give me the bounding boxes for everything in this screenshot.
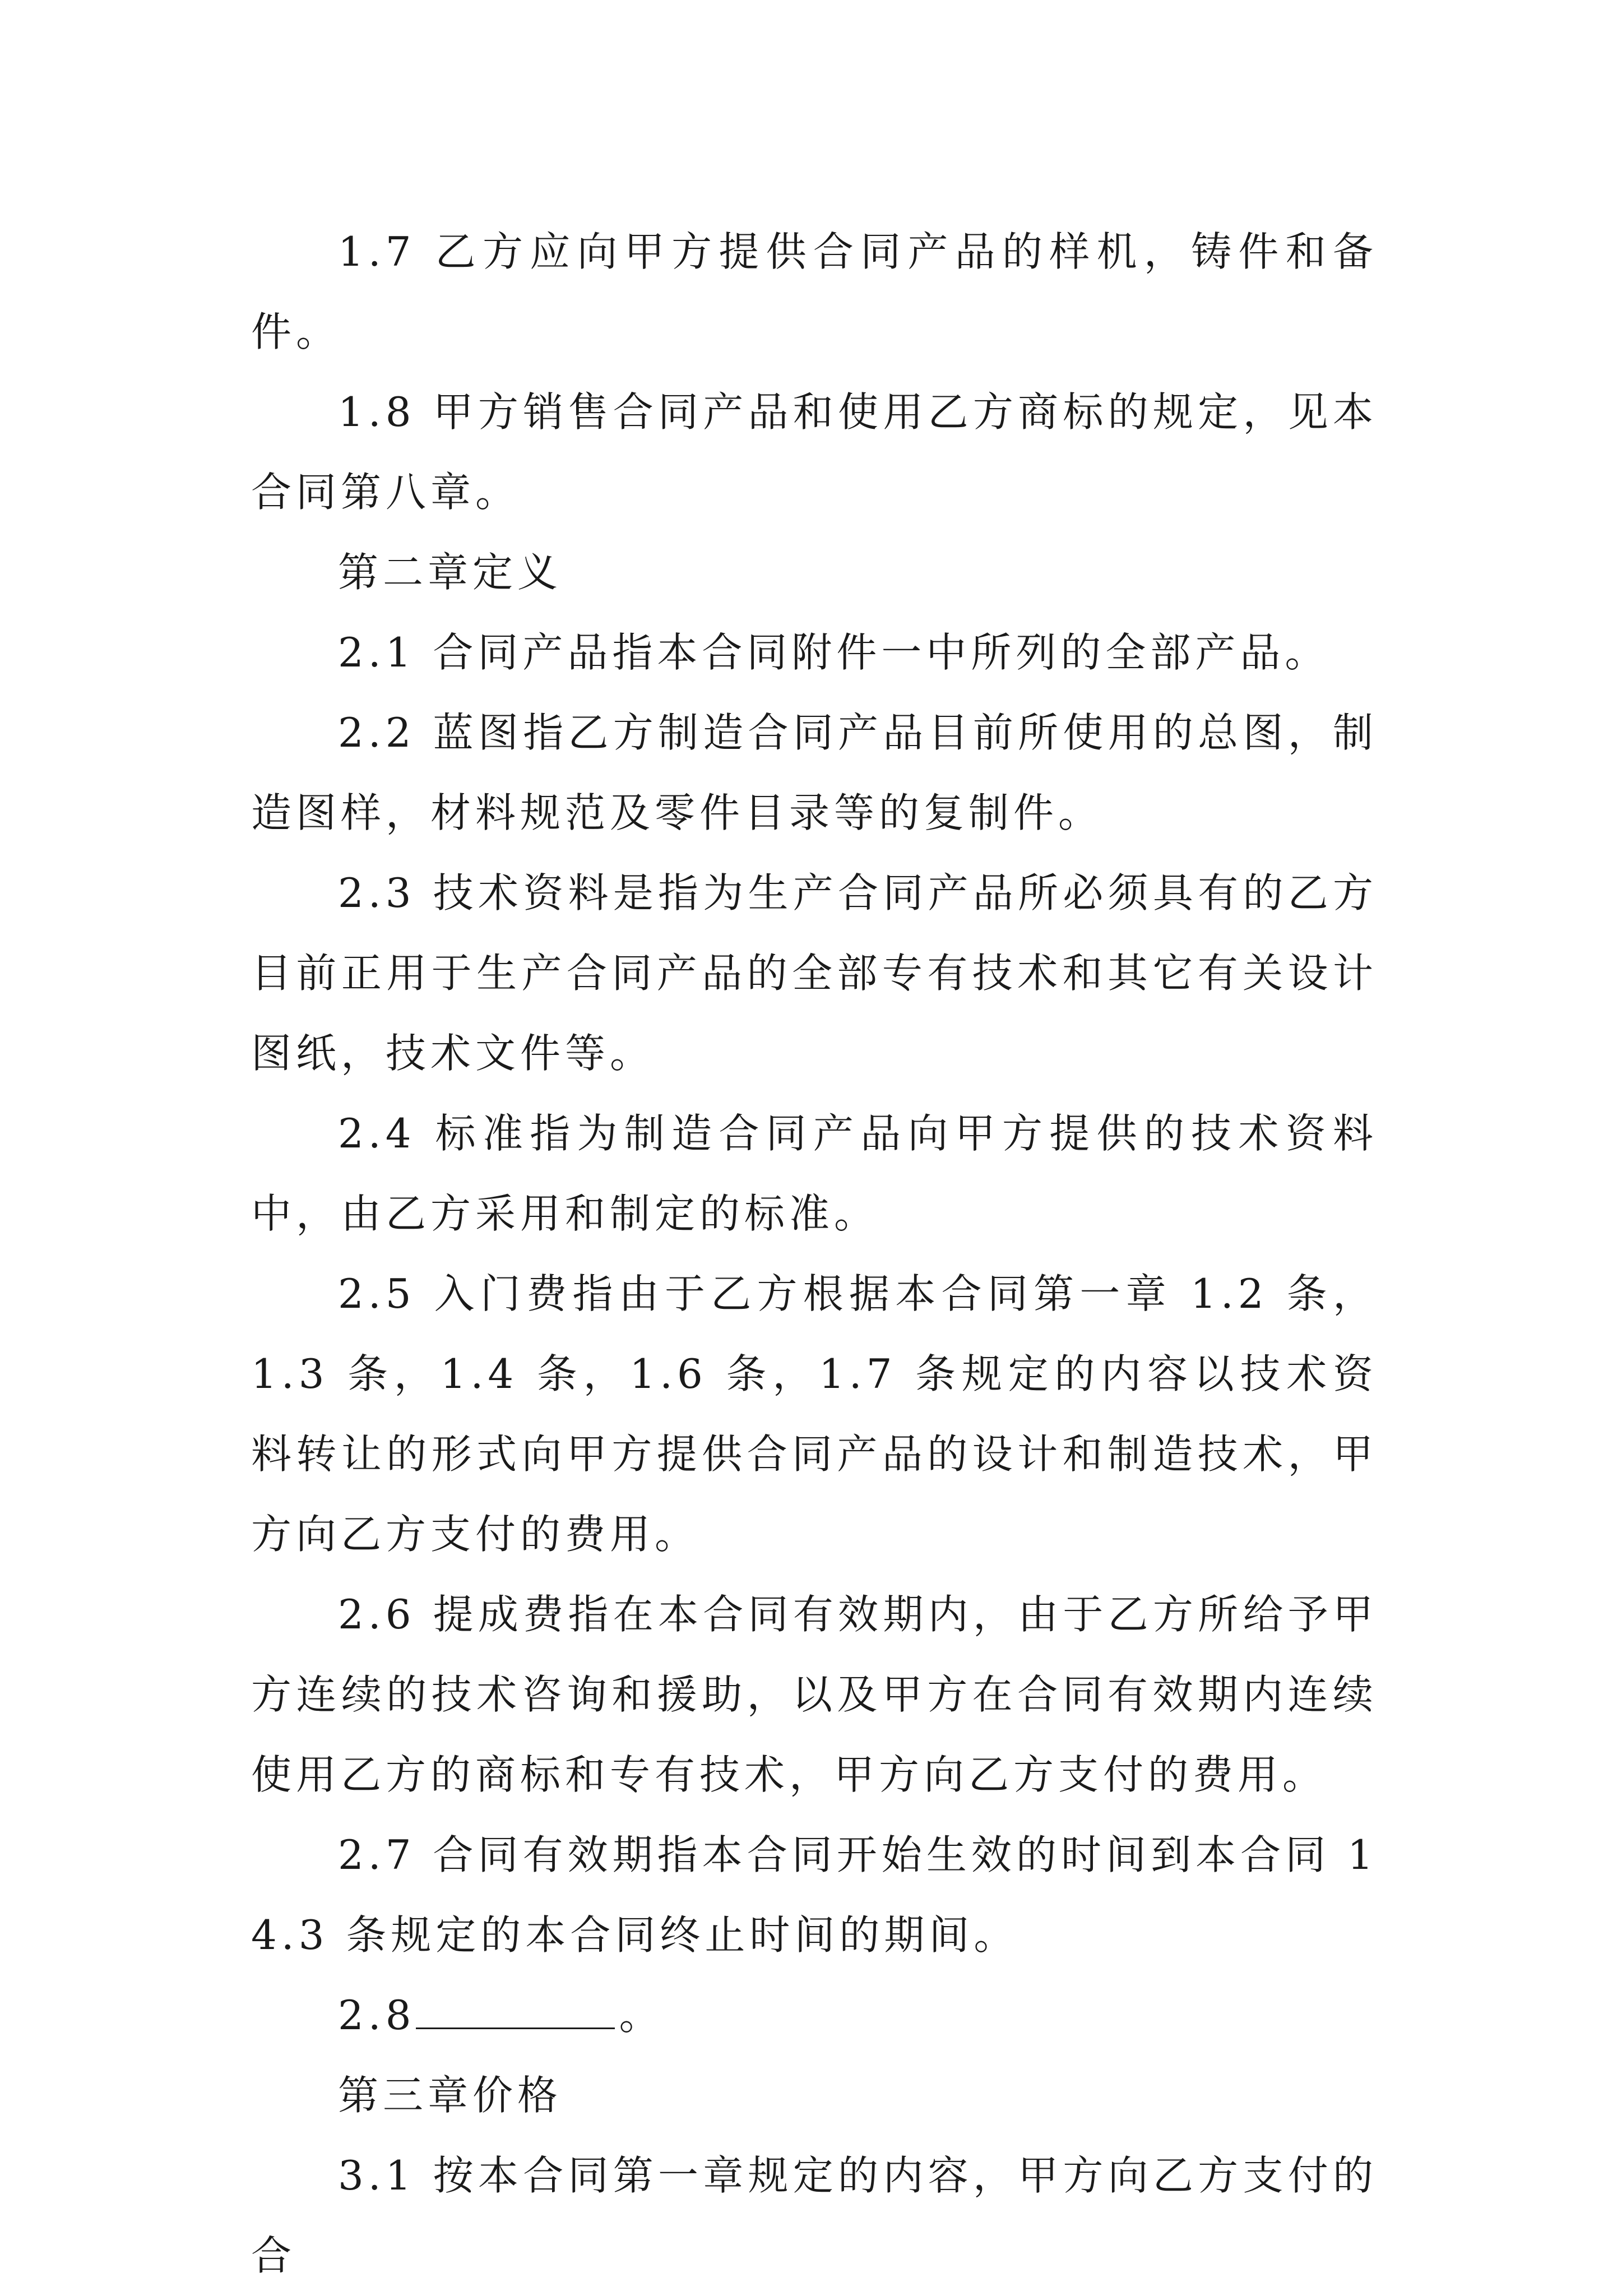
chapter-2-heading: 第二章定义	[338, 549, 563, 596]
document-body	[251, 212, 1378, 2296]
clause-2-8-number: 2.8	[338, 1992, 416, 2039]
clause-2-7: 2.7 合同有效期指本合同开始生效的时间到本合同 14.3 条规定的本合同终止时间的期间。	[251, 1831, 1378, 1959]
fill-in-blank	[416, 1994, 615, 2029]
clause-1-8: 1.8 甲方销售合同产品和使用乙方商标的规定，见本合同第八章。	[251, 388, 1378, 516]
chapter-3-heading: 第三章价格	[338, 2072, 563, 2119]
clause-2-3: 2.3 技术资料是指为生产合同产品所必须具有的乙方目前正用于生产合同产品的全部专有技术和其它有关设计图纸，技术文件等。	[251, 869, 1378, 1077]
clause-2-2: 2.2 蓝图指乙方制造合同产品目前所使用的总图，制造图样，材料规范及零件目录等的复制件。	[251, 709, 1378, 836]
clause-2-1: 2.1 合同产品指本合同附件一中所列的全部产品。	[338, 629, 1330, 676]
clause-2-8	[251, 1975, 1378, 2056]
clause-2-4: 2.4 标准指为制造合同产品向甲方提供的技术资料中，由乙方采用和制定的标准。	[251, 1110, 1378, 1237]
clause-2-8-end: 。	[619, 1992, 664, 2039]
clause-1-7: 1.7 乙方应向甲方提供合同产品的样机，铸件和备件。	[251, 228, 1378, 355]
clause-2-5: 2.5 入门费指由于乙方根据本合同第一章 1.2 条，1.3 条，1.4 条，1.6 条，1.7 条规定的内容以技术资料转让的形式向甲方提供合同产品的设计和制造技术，甲方向乙方支付的费用。	[251, 1270, 1378, 1558]
clause-3-1: 3.1 按本合同第一章规定的内容，甲方向乙方支付的合	[251, 2152, 1378, 2279]
clause-2-6: 2.6 提成费指在本合同有效期内，由于乙方所给予甲方连续的技术咨询和援助，以及甲方在合同有效期内连续使用乙方的商标和专有技术，甲方向乙方支付的费用。	[251, 1591, 1378, 1798]
